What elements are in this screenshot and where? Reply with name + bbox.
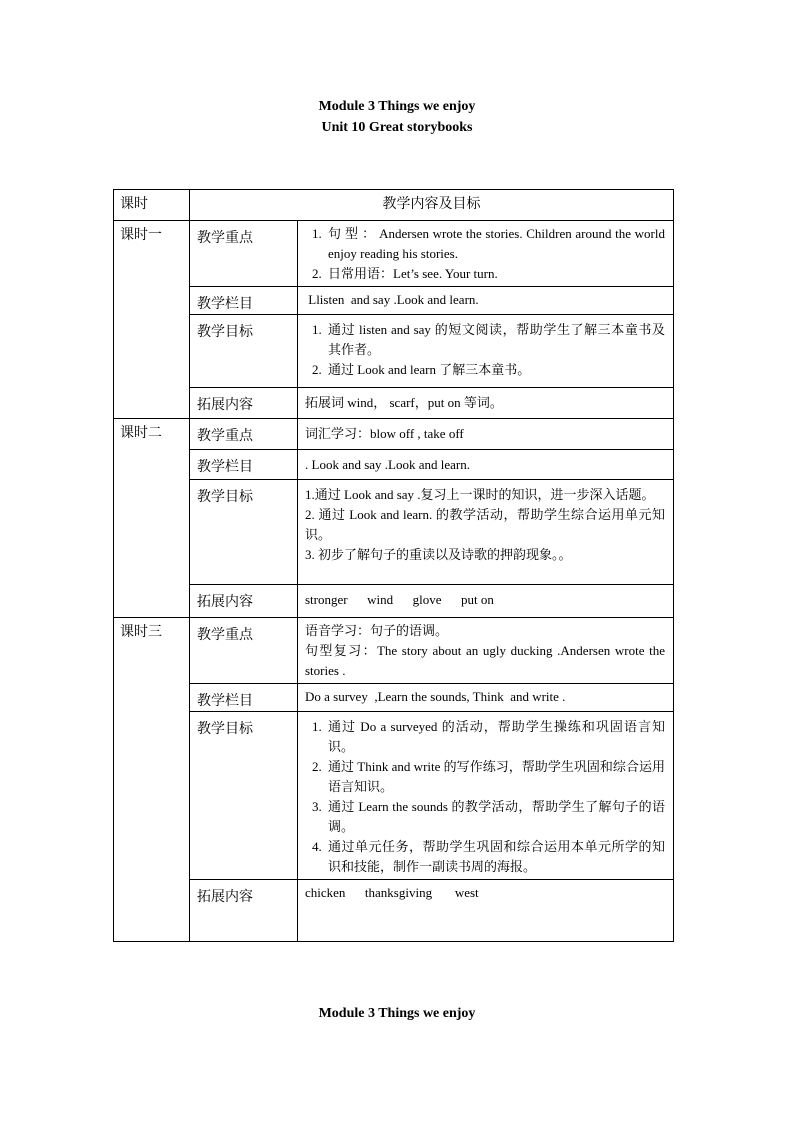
- lesson-1-objectives: [298, 315, 674, 388]
- list-item: 1. 通过 Do a surveyed 的活动，帮助学生操练和巩固语言知识。: [325, 717, 665, 757]
- header-lesson: 课时: [114, 190, 190, 221]
- list-item: 4. 通过单元任务，帮助学生巩固和综合运用本单元所学的知识和技能，制作一副读书周的海报。: [325, 837, 665, 877]
- category-focus: 教学重点: [190, 419, 298, 450]
- table-row: [114, 419, 674, 450]
- lesson-3-focus: [298, 618, 674, 684]
- lesson-2-label: 课时二: [114, 419, 190, 618]
- list-item: 2. 通过 Look and learn. 的教学活动，帮助学生综合运用单元知识。: [305, 507, 666, 542]
- lesson-2-focus: 词汇学习：blow off , take off: [298, 419, 674, 450]
- unit-title: Unit 10 Great storybooks: [321, 120, 473, 135]
- lesson-2-extension: stronger wind glove put on: [298, 585, 674, 618]
- lesson-3-sections: Do a survey ,Learn the sounds, Think and write .: [298, 684, 674, 712]
- table-row: [114, 315, 674, 388]
- table-row: [114, 880, 674, 942]
- category-objectives: 教学目标: [190, 712, 298, 880]
- list-item: 句型复习：The story about an ugly ducking .Andersen wrote the stories .: [305, 643, 665, 678]
- category-extension: 拓展内容: [190, 388, 298, 419]
- list-item: 3. 初步了解句子的重读以及诗歌的押韵现象。。: [305, 547, 572, 562]
- lesson-1-focus: [298, 221, 674, 287]
- table-row: [114, 618, 674, 684]
- category-objectives: 教学目标: [190, 480, 298, 585]
- table-row: [114, 585, 674, 618]
- module-title: Module 3 Things we enjoy: [318, 99, 476, 114]
- lesson-3-extension: chicken thanksgiving west: [298, 880, 674, 942]
- category-sections: 教学栏目: [190, 287, 298, 315]
- list-item: 1. 通过 listen and say 的短文阅读，帮助学生了解三本童书及其作者。: [325, 320, 665, 360]
- category-extension: 拓展内容: [190, 585, 298, 618]
- table-row: [114, 450, 674, 480]
- category-sections: 教学栏目: [190, 684, 298, 712]
- table-row: [114, 287, 674, 315]
- list-item: 1. 句 型 ： Andersen wrote the stories. Children around the world enjoy reading his stories.: [325, 224, 665, 264]
- category-objectives: 教学目标: [190, 315, 298, 388]
- table-row: [114, 684, 674, 712]
- category-focus: 教学重点: [190, 618, 298, 684]
- category-extension: 拓展内容: [190, 880, 298, 942]
- list-item: 2. 通过 Look and learn 了解三本童书。: [325, 360, 665, 380]
- lesson-1-sections: Llisten and say .Look and learn.: [298, 287, 674, 315]
- lesson-3-label: 课时三: [114, 618, 190, 942]
- lesson-1-label: 课时一: [114, 221, 190, 419]
- footer-module-title: Module 3 Things we enjoy: [318, 1006, 476, 1021]
- lesson-1-extension: 拓展词 wind， scarf，put on 等词。: [298, 388, 674, 419]
- list-item: 3. 通过 Learn the sounds 的教学活动，帮助学生了解句子的语调。: [325, 797, 665, 837]
- table-row: [114, 480, 674, 585]
- table-row: [114, 712, 674, 880]
- lesson-2-objectives: [298, 480, 674, 585]
- category-sections: 教学栏目: [190, 450, 298, 480]
- lesson-3-objectives: [298, 712, 674, 880]
- list-item: 1.通过 Look and say .复习上一课时的知识，进一步深入话题。: [305, 487, 655, 502]
- category-focus: 教学重点: [190, 221, 298, 287]
- table-row: [114, 388, 674, 419]
- lesson-plan-table: [113, 189, 674, 942]
- header-content: 教学内容及目标: [190, 190, 674, 221]
- document-title: [0, 96, 794, 138]
- lesson-2-sections: . Look and say .Look and learn.: [298, 450, 674, 480]
- table-header-row: [114, 190, 674, 221]
- table-row: [114, 221, 674, 287]
- list-item: 语音学习：句子的语调。: [305, 623, 449, 638]
- list-item: 2. 通过 Think and write 的写作练习，帮助学生巩固和综合运用语言知识。: [325, 757, 665, 797]
- list-item: 2. 日常用语：Let’s see. Your turn.: [325, 264, 665, 284]
